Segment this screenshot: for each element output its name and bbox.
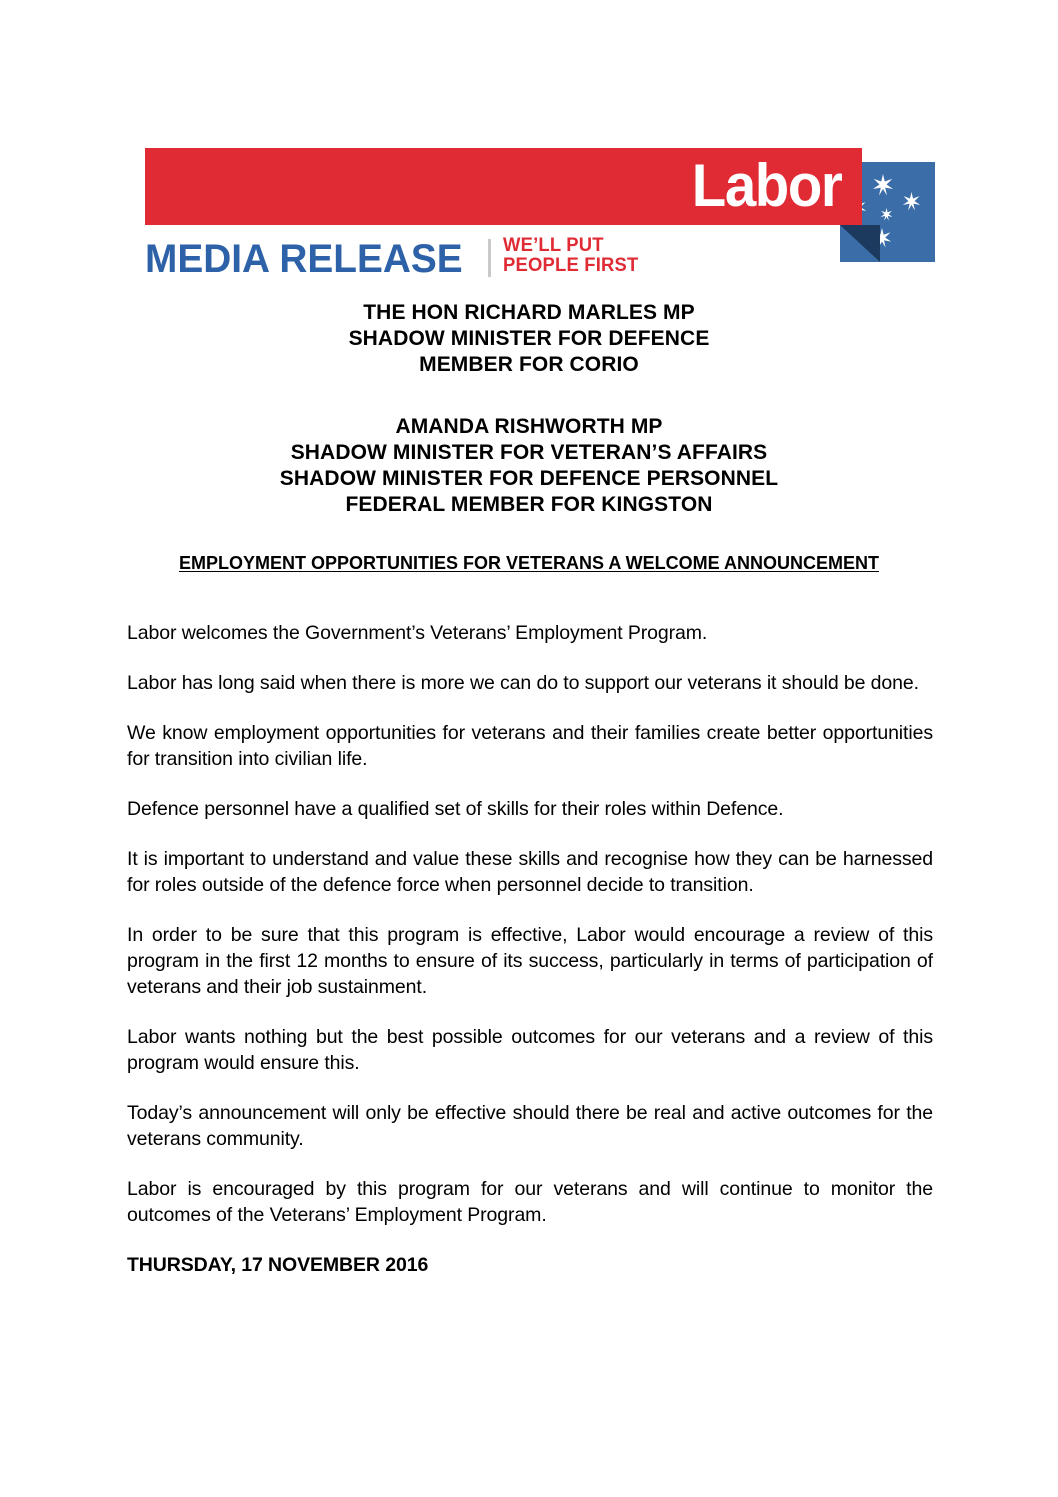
heading-block-rishworth [127, 414, 931, 518]
heading-line: MEMBER FOR CORIO [419, 353, 639, 376]
labor-wordmark-text: Labor [691, 151, 842, 219]
tagline-line-1: WE’LL PUT [503, 234, 605, 256]
paragraph: We know employment opportunities for veterans and their families create better opportunities for transition into civilian life. [127, 722, 933, 770]
paragraph: It is important to understand and value these skills and recognise how they can be harnessed for roles outside of the defence force when personnel decide to transition. [127, 848, 933, 896]
star-icon [880, 208, 893, 221]
paragraph: In order to be sure that this program is effective, Labor would encourage a review of this program in the first 12 months to ensure of its success, particularly in terms of participation of veterans and their job sustainment. [127, 924, 933, 998]
body-text [127, 620, 933, 1278]
star-icon [872, 174, 894, 196]
release-date: THURSDAY, 17 NOVEMBER 2016 [127, 1254, 429, 1276]
heading-line: FEDERAL MEMBER FOR KINGSTON [345, 493, 713, 516]
subject-heading-text: EMPLOYMENT OPPORTUNITIES FOR VETERANS A WELCOME ANNOUNCEMENT [178, 553, 879, 573]
paragraph: Labor welcomes the Government’s Veterans’ Employment Program. [127, 622, 708, 644]
strapline [145, 232, 643, 281]
strapline-divider [488, 239, 491, 277]
heading-line: AMANDA RISHWORTH MP [395, 415, 663, 438]
paragraph: Labor wants nothing but the best possible outcomes for our veterans and a review of this program would ensure this. [127, 1026, 933, 1074]
heading-line: SHADOW MINISTER FOR DEFENCE [348, 327, 710, 350]
heading-line: THE HON RICHARD MARLES MP [363, 301, 695, 324]
tagline [503, 236, 638, 278]
red-banner [145, 148, 862, 225]
paragraph: Today’s announcement will only be effective should there be real and active outcomes for the veterans community. [127, 1102, 933, 1150]
media-release-title: MEDIA RELEASE [145, 236, 463, 281]
paragraph: Defence personnel have a qualified set of skills for their roles within Defence. [127, 798, 784, 820]
labor-wordmark [687, 151, 846, 219]
tagline-line-2: PEOPLE FIRST [503, 255, 639, 277]
heading-block-marles [127, 300, 931, 378]
heading-line: SHADOW MINISTER FOR VETERAN’S AFFAIRS [290, 441, 768, 464]
paragraph: Labor has long said when there is more we can do to support our veterans it should be done. [127, 672, 919, 694]
paragraph: Labor is encouraged by this program for our veterans and will continue to monitor the outcomes of the Veterans’ Employment Program. [127, 1178, 933, 1226]
star-icon [902, 192, 921, 211]
heading-line: SHADOW MINISTER FOR DEFENCE PERSONNEL [279, 467, 779, 490]
subject-heading [127, 551, 931, 575]
letterhead [145, 148, 935, 280]
